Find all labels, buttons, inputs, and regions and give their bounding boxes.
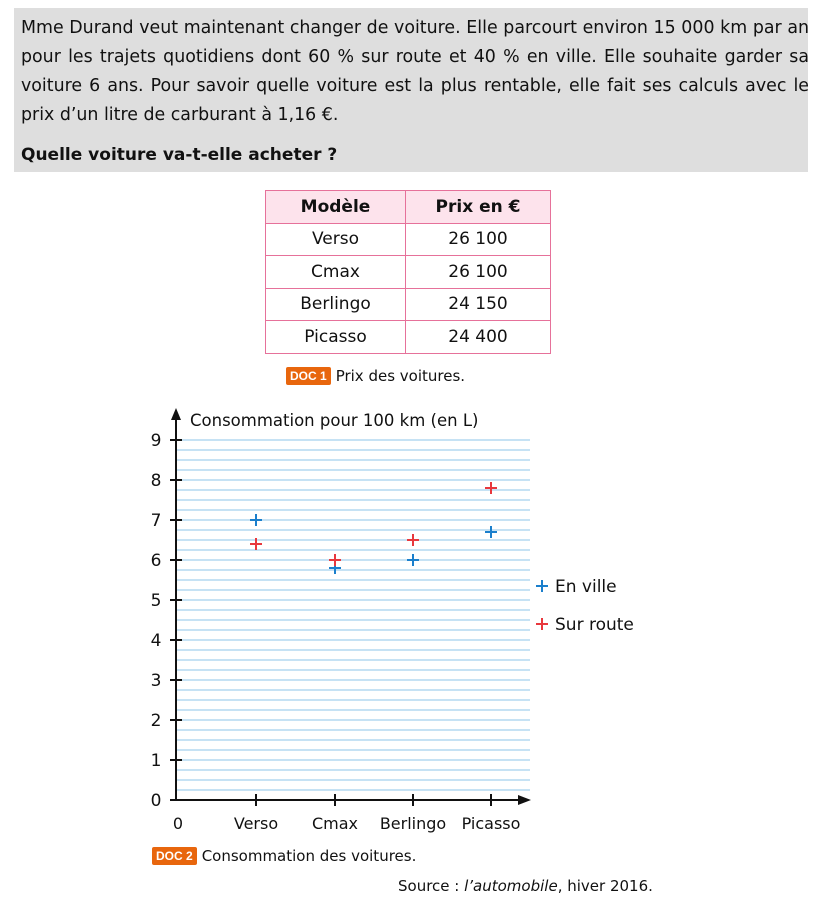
source-suffix: , hiver 2016. bbox=[557, 877, 653, 895]
cell-model: Berlingo bbox=[266, 288, 406, 321]
point-sur-route bbox=[485, 482, 497, 494]
legend-label: En ville bbox=[555, 577, 617, 597]
x-tick-label: Berlingo bbox=[379, 814, 447, 833]
doc1-badge: DOC 1 bbox=[286, 367, 331, 385]
y-tick-label: 6 bbox=[150, 551, 162, 571]
header-modele: Modèle bbox=[266, 191, 406, 224]
doc2-badge: DOC 2 bbox=[152, 847, 197, 865]
point-en-ville bbox=[250, 514, 262, 526]
price-table bbox=[265, 190, 551, 354]
cell-price: 24 150 bbox=[406, 288, 551, 321]
table-row bbox=[266, 288, 551, 321]
doc1-caption-text: Prix des voitures. bbox=[335, 366, 466, 385]
cell-model: Cmax bbox=[266, 256, 406, 289]
y-tick-label: 9 bbox=[150, 431, 162, 451]
y-tick-label: 4 bbox=[150, 631, 162, 651]
y-tick-label: 8 bbox=[150, 471, 162, 491]
y-tick-label: 2 bbox=[150, 711, 162, 731]
y-axis-arrow bbox=[171, 408, 181, 420]
chart-title: Consommation pour 100 km (en L) bbox=[190, 411, 479, 430]
point-sur-route bbox=[329, 554, 341, 566]
doc2-caption bbox=[152, 846, 416, 865]
table-row bbox=[266, 223, 551, 256]
source-line bbox=[398, 877, 653, 895]
doc1-caption bbox=[286, 366, 465, 385]
x-tick-label: Picasso bbox=[461, 814, 521, 833]
point-en-ville bbox=[485, 526, 497, 538]
y-tick-label: 7 bbox=[150, 511, 162, 531]
y-tick-label: 0 bbox=[150, 791, 162, 811]
x-tick-label: Verso bbox=[233, 814, 279, 833]
doc2-caption-text: Consommation des voitures. bbox=[201, 846, 417, 865]
table-row bbox=[266, 321, 551, 354]
question: Quelle voiture va-t-elle acheter ? bbox=[21, 145, 338, 165]
cell-model: Picasso bbox=[266, 321, 406, 354]
cell-model: Verso bbox=[266, 223, 406, 256]
cell-price: 26 100 bbox=[406, 256, 551, 289]
origin-label: 0 bbox=[172, 814, 184, 833]
source-prefix: Source : bbox=[398, 877, 465, 895]
x-axis-arrow bbox=[518, 795, 531, 805]
point-sur-route bbox=[407, 534, 419, 546]
table-row bbox=[266, 256, 551, 289]
source-publication: l’automobile bbox=[464, 877, 558, 895]
point-en-ville bbox=[407, 554, 419, 566]
table-header-row bbox=[266, 191, 551, 224]
cell-price: 26 100 bbox=[406, 223, 551, 256]
consumption-chart bbox=[0, 390, 818, 840]
y-tick-label: 3 bbox=[150, 671, 162, 691]
problem-box bbox=[14, 8, 808, 172]
header-prix: Prix en € bbox=[406, 191, 551, 224]
problem-statement: Mme Durand veut maintenant changer de voiture. Elle parcourt environ 15 000 km par an pour les trajets quotidiens dont 60 % sur route et 40 % en ville. Elle souhaite garder sa voiture 6 ans. Pour savoir quelle voiture est la plus rentable, elle fait ses calculs avec le prix d’un litre de carburant à 1,16 €. bbox=[21, 18, 809, 125]
cell-price: 24 400 bbox=[406, 321, 551, 354]
legend-label: Sur route bbox=[555, 615, 634, 635]
y-tick-label: 1 bbox=[150, 751, 162, 771]
x-tick-label: Cmax bbox=[311, 814, 359, 833]
y-tick-label: 5 bbox=[150, 591, 162, 611]
